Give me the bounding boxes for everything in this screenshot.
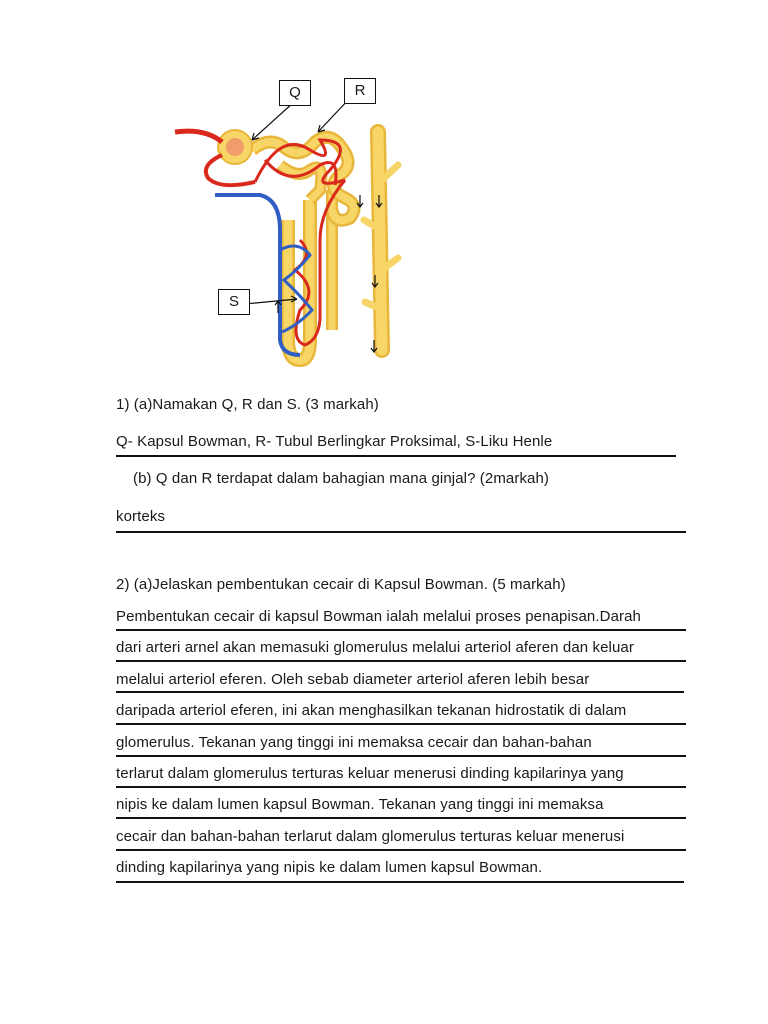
answer-2a-line: cecair dan bahan-bahan terlarut dalam glomerulus terturas keluar menerusi bbox=[116, 828, 625, 845]
question-1a: 1) (a)Namakan Q, R dan S. (3 markah) bbox=[116, 396, 379, 413]
answer-rule bbox=[116, 660, 686, 662]
label-r-box: R bbox=[344, 78, 376, 104]
answer-2a-line: dari arteri arnel akan memasuki glomerulus melalui arteriol aferen dan keluar bbox=[116, 639, 634, 656]
answer-rule bbox=[116, 531, 686, 533]
answer-rule bbox=[116, 849, 686, 851]
answer-rule bbox=[116, 881, 684, 883]
label-q-box: Q bbox=[279, 80, 311, 106]
answer-rule bbox=[116, 786, 686, 788]
nephron-diagram bbox=[160, 70, 420, 380]
answer-2a-line: terlarut dalam glomerulus terturas keluar menerusi dinding kapilarinya yang bbox=[116, 765, 624, 782]
nephron-illustration bbox=[160, 70, 420, 380]
answer-rule bbox=[116, 755, 686, 757]
answer-1a: Q- Kapsul Bowman, R- Tubul Berlingkar Proksimal, S-Liku Henle bbox=[116, 433, 553, 450]
answer-2a-line: daripada arteriol eferen, ini akan menghasilkan tekanan hidrostatik di dalam bbox=[116, 702, 627, 719]
question-1b: (b) Q dan R terdapat dalam bahagian mana ginjal? (2markah) bbox=[133, 470, 550, 487]
answer-2a-line: Pembentukan cecair di kapsul Bowman ialah melalui proses penapisan.Darah bbox=[116, 608, 641, 625]
answer-rule bbox=[116, 455, 676, 457]
question-2a: 2) (a)Jelaskan pembentukan cecair di Kapsul Bowman. (5 markah) bbox=[116, 576, 566, 593]
answer-2a-line: glomerulus. Tekanan yang tinggi ini memaksa cecair dan bahan-bahan bbox=[116, 734, 592, 751]
answer-rule bbox=[116, 691, 684, 693]
answer-2a-line: melalui arteriol eferen. Oleh sebab diameter arteriol aferen lebih besar bbox=[116, 671, 590, 688]
answer-rule bbox=[116, 629, 686, 631]
answer-2a-line: nipis ke dalam lumen kapsul Bowman. Tekanan yang tinggi ini memaksa bbox=[116, 796, 604, 813]
answer-2a-line: dinding kapilarinya yang nipis ke dalam lumen kapsul Bowman. bbox=[116, 859, 543, 876]
answer-1b: korteks bbox=[116, 508, 166, 525]
answer-rule bbox=[116, 817, 686, 819]
label-s-box: S bbox=[218, 289, 250, 315]
answer-rule bbox=[116, 723, 686, 725]
